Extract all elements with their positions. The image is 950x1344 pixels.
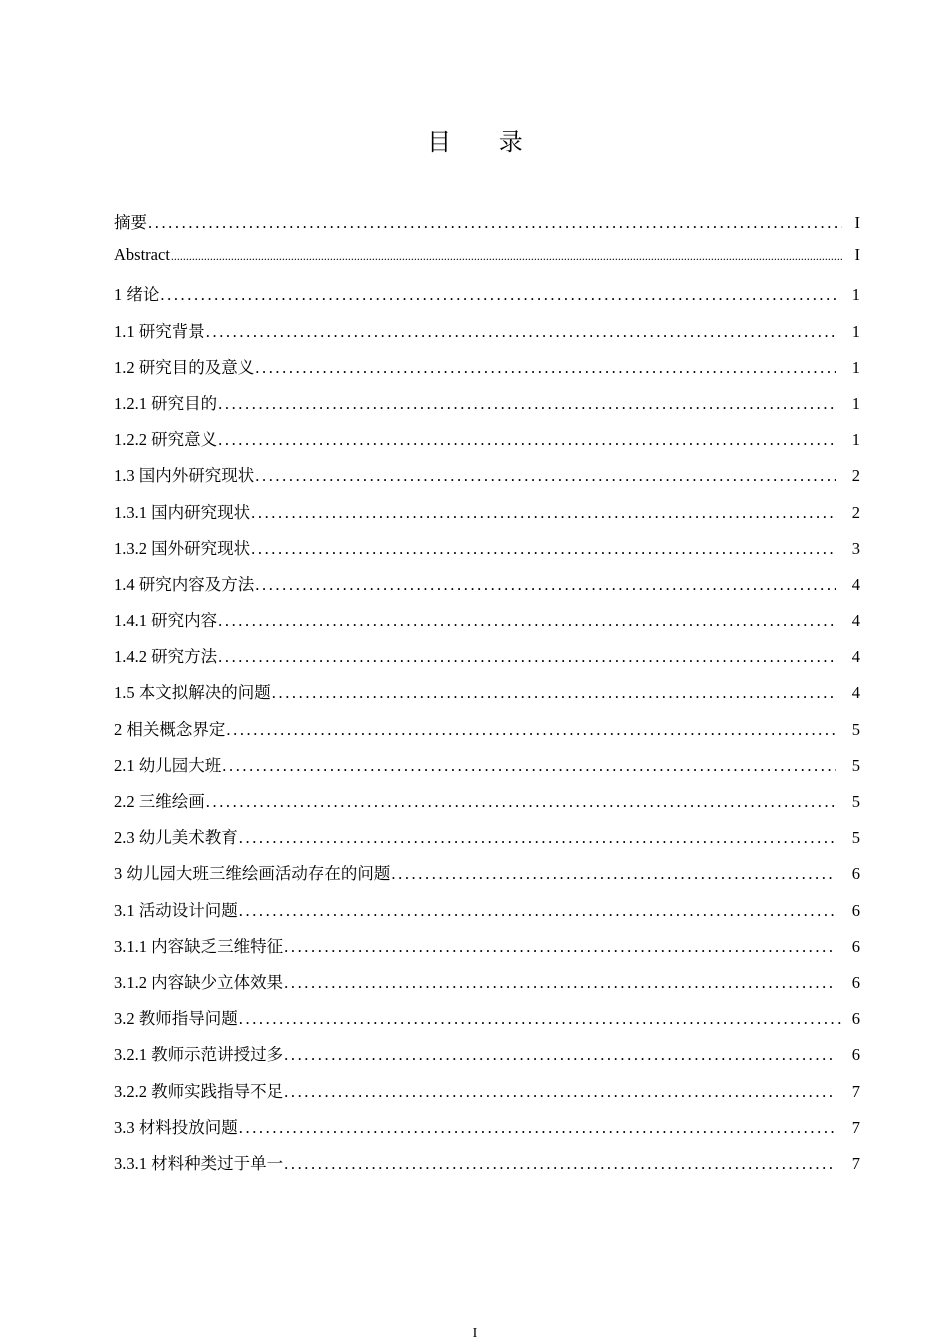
toc-entry-label: 2 相关概念界定 — [114, 719, 226, 739]
toc-entry-label: 3.1 活动设计问题 — [114, 900, 238, 920]
toc-entry-label: 1.2.1 研究目的 — [114, 393, 218, 413]
toc-entry-label: Abstract — [114, 245, 170, 265]
dot-leader — [272, 683, 836, 703]
toc-entry[interactable] — [114, 499, 860, 535]
toc-entry-page: 6 — [851, 864, 860, 884]
dot-leader — [160, 285, 836, 305]
toc-entry[interactable] — [114, 281, 860, 317]
toc-entry[interactable] — [114, 1078, 860, 1114]
dot-leader — [148, 213, 842, 233]
toc-entry-page: 3 — [851, 538, 860, 558]
toc-entry[interactable] — [114, 318, 860, 354]
toc-entry-label: 1.4 研究内容及方法 — [114, 574, 255, 594]
toc-entry-label: 1 绪论 — [114, 285, 160, 305]
toc-entry-page: I — [854, 213, 860, 232]
toc-entry-label: 3.3 材料投放问题 — [114, 1117, 238, 1137]
dot-leader — [218, 647, 836, 667]
toc-entry-page: 1 — [851, 321, 860, 341]
toc-entry[interactable] — [114, 462, 860, 498]
toc-entry-page: I — [854, 245, 860, 265]
toc-entry[interactable] — [114, 969, 860, 1005]
dot-leader — [218, 430, 836, 450]
toc-entry[interactable] — [114, 716, 860, 752]
toc-entry[interactable] — [114, 354, 860, 390]
toc-entry-page: 1 — [851, 430, 860, 450]
dot-leader — [391, 864, 836, 884]
toc-entry[interactable] — [114, 1150, 860, 1186]
dot-leader — [284, 937, 836, 957]
toc-entry[interactable] — [114, 824, 860, 860]
toc-entry[interactable] — [114, 752, 860, 788]
toc-entry-page: 2 — [851, 466, 860, 486]
toc-entry[interactable] — [114, 897, 860, 933]
toc-entry-label: 3 幼儿园大班三维绘画活动存在的问题 — [114, 864, 391, 884]
dot-leader — [239, 1009, 842, 1029]
toc-entry-page: 1 — [851, 285, 860, 305]
toc-entry-label: 2.2 三维绘画 — [114, 792, 205, 811]
toc-entry-page: 5 — [851, 828, 860, 848]
dot-leader — [255, 575, 836, 595]
toc-entry[interactable] — [114, 933, 860, 969]
toc-entry-page: 6 — [851, 972, 860, 992]
dot-leader — [284, 973, 836, 993]
toc-entry-label: 1.1 研究背景 — [114, 321, 205, 341]
toc-entry[interactable] — [114, 209, 860, 245]
toc-entry-label: 2.1 幼儿园大班 — [114, 755, 222, 775]
dot-leader — [206, 792, 836, 812]
toc-entry-page: 6 — [851, 1045, 860, 1065]
toc-entry[interactable] — [114, 788, 860, 824]
toc-entry[interactable] — [114, 1041, 860, 1077]
dot-leader — [255, 358, 836, 378]
toc-entry[interactable] — [114, 535, 860, 571]
toc-entry-page: 7 — [851, 1117, 860, 1137]
toc-entry[interactable] — [114, 1114, 860, 1150]
dot-leader — [222, 756, 836, 776]
toc-entry-page: 6 — [851, 936, 860, 956]
toc-entry-label: 3.3.1 材料种类过于单一 — [114, 1153, 284, 1173]
dot-leader — [255, 466, 836, 486]
toc-entry-page: 7 — [851, 1153, 860, 1173]
toc-entry[interactable] — [114, 860, 860, 896]
toc-entry-label: 1.2 研究目的及意义 — [114, 357, 255, 377]
toc-entry-label: 摘要 — [114, 213, 147, 232]
dot-leader — [239, 901, 836, 921]
toc-entry-page: 1 — [851, 357, 860, 377]
toc-entry-label: 1.3.2 国外研究现状 — [114, 538, 251, 558]
toc-entry-page: 4 — [851, 611, 860, 631]
dot-leader — [284, 1154, 836, 1174]
toc-entry-page: 6 — [851, 900, 860, 920]
dot-leader — [284, 1082, 836, 1102]
toc-entry-label: 1.4.2 研究方法 — [114, 647, 218, 667]
toc-entry-page: 4 — [851, 574, 860, 594]
dot-leader — [226, 720, 836, 740]
toc-entry[interactable] — [114, 426, 860, 462]
toc-entry[interactable] — [114, 607, 860, 643]
toc-entry-page: 7 — [851, 1081, 860, 1101]
dot-leader — [239, 828, 836, 848]
toc-entry-label: 3.2.1 教师示范讲授过多 — [114, 1045, 284, 1065]
toc-entry-page: 5 — [851, 755, 860, 775]
toc-entry[interactable] — [114, 571, 860, 607]
toc-entry-page: 5 — [851, 719, 860, 739]
toc-entry-page: 4 — [851, 683, 860, 703]
toc-entry-label: 3.2.2 教师实践指导不足 — [114, 1081, 284, 1101]
toc-entry[interactable] — [114, 245, 860, 281]
toc-entry-label: 1.5 本文拟解决的问题 — [114, 683, 271, 703]
dot-leader — [284, 1045, 836, 1065]
toc-entry[interactable] — [114, 679, 860, 715]
toc-entry-page: 6 — [851, 1009, 860, 1029]
toc-entry-page: 1 — [851, 393, 860, 413]
toc-entry-label: 3.2 教师指导问题 — [114, 1009, 238, 1029]
dot-leader — [218, 611, 836, 631]
toc-entry-label: 1.4.1 研究内容 — [114, 611, 218, 631]
toc-entry-page: 4 — [851, 647, 860, 667]
toc-entry-label: 1.3.1 国内研究现状 — [114, 502, 251, 522]
table-of-contents — [114, 209, 860, 1186]
toc-entry-label: 1.2.2 研究意义 — [114, 430, 218, 450]
dot-leader — [251, 539, 836, 559]
toc-entry[interactable] — [114, 643, 860, 679]
toc-entry[interactable] — [114, 1005, 860, 1041]
toc-entry-label: 2.3 幼儿美术教育 — [114, 828, 238, 848]
dot-leader — [218, 394, 836, 414]
toc-entry-label: 1.3 国内外研究现状 — [114, 466, 255, 486]
toc-entry-page: 2 — [851, 502, 860, 522]
dot-leader — [171, 249, 842, 264]
dot-leader — [251, 503, 836, 523]
toc-entry[interactable] — [114, 390, 860, 426]
dot-leader — [206, 322, 836, 342]
toc-entry-page: 5 — [851, 792, 860, 811]
page-number-footer: I — [472, 1326, 478, 1341]
dot-leader — [239, 1118, 836, 1138]
toc-entry-label: 3.1.1 内容缺乏三维特征 — [114, 936, 284, 956]
toc-entry-label: 3.1.2 内容缺少立体效果 — [114, 972, 284, 992]
toc-title: 目 录 — [427, 128, 543, 156]
